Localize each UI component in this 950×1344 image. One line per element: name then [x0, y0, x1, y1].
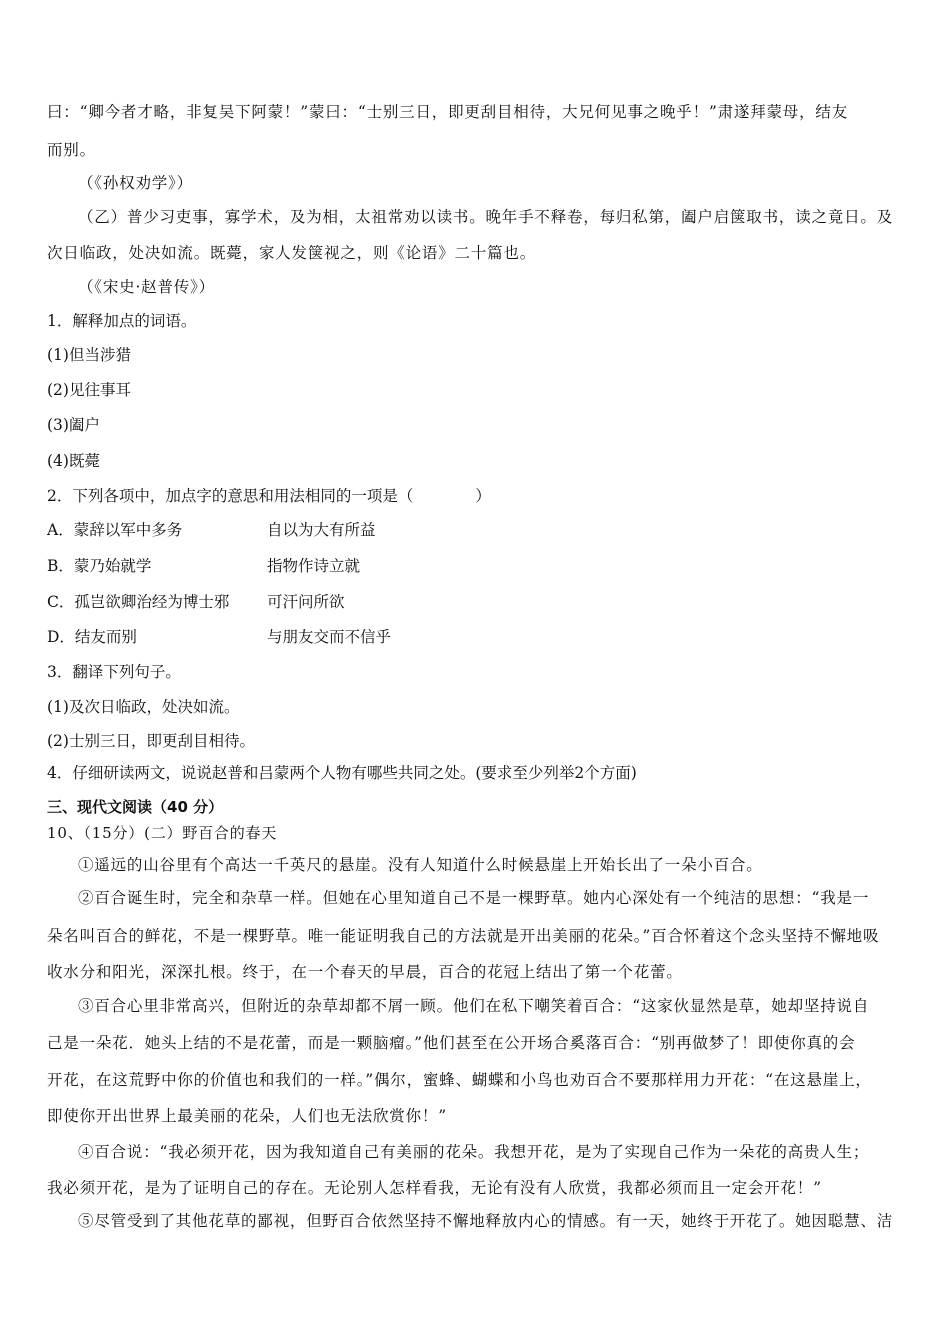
passage-yi-line-2: 次日临政，处决如流。既薨，家人发箧视之，则《论语》二十篇也。 — [47, 244, 537, 262]
paragraph-3-line-1: ③百合心里非常高兴，但附近的杂草却都不屑一顾。他们在私下嘲笑着百合：“这家伙显然是草，她却坚持说自 — [78, 997, 870, 1015]
question-3-item: (1)及次日临政，处决如流。 — [47, 698, 240, 716]
paragraph-2-line-3: 收水分和阳光，深深扎根。终于，在一个春天的早晨，百合的花冠上结出了第一个花蕾。 — [47, 963, 683, 981]
question-2-option-d-compare: 与朋友交而不信乎 — [267, 628, 392, 646]
question-2-stem: 2．下列各项中，加点字的意思和用法相同的一项是（ ） — [47, 487, 491, 505]
question-10-title: 10、（15分）(二）野百合的春天 — [47, 824, 278, 842]
question-3-stem: 3．翻译下列句子。 — [47, 663, 181, 681]
question-3-item: (2)士别三日，即更刮目相待。 — [47, 732, 255, 750]
passage-jia-line-2: 而别。 — [47, 141, 96, 159]
passage-jia-line-1: 曰：“卿今者才略，非复吴下阿蒙！”蒙曰：“士别三日，即更刮目相待，大兄何见事之晚乎！”肃遂拜蒙母，结友 — [47, 103, 848, 121]
question-1-stem: 1．解释加点的词语。 — [47, 312, 197, 330]
paragraph-3-line-2: 己是一朵花．她头上结的不是花蕾，而是一颗脑瘤。”他们甚至在公开场合奚落百合：“别再做梦了！即使你真的会 — [47, 1034, 856, 1052]
question-2-option-c: C．孤岂欲卿治经为博士邪 — [47, 593, 230, 611]
question-1-item: (3)阖户 — [47, 416, 100, 434]
question-2-option-a-compare: 自以为大有所益 — [267, 521, 376, 539]
paragraph-1: ①遥远的山谷里有个高达一千英尺的悬崖。没有人知道什么时候悬崖上开始长出了一朵小百合。 — [78, 856, 763, 874]
section-heading: 三、现代文阅读（40 分） — [47, 798, 224, 816]
paragraph-2-line-1: ②百合诞生时，完全和杂草一样。但她在心里知道自己不是一棵野草。她内心深处有一个纯洁的思想：“我是一 — [78, 889, 870, 907]
question-2-option-c-compare: 可汗问所欲 — [267, 593, 345, 611]
passage-yi-source: （《宋史·赵普传》） — [78, 278, 215, 296]
question-2-option-b: B．蒙乃始就学 — [47, 557, 152, 575]
question-1-item: (1)但当涉猎 — [47, 346, 131, 364]
question-2-option-d: D．结友而别 — [47, 628, 137, 646]
paragraph-4-line-2: 我必须开花，是为了证明自己的存在。无论别人怎样看我，无论有没有人欣赏，我都必须而且一定会开花！” — [47, 1179, 822, 1197]
question-2-option-a: A．蒙辞以军中多务 — [47, 521, 183, 539]
passage-yi-line-1: （乙）普少习吏事，寡学术，及为相，太祖常劝以读书。晚年手不释卷，每归私第，阖户启箧取书，读之竟日。及 — [78, 208, 894, 226]
question-1-item: (4)既薨 — [47, 452, 100, 470]
question-1-item: (2)见往事耳 — [47, 381, 131, 399]
paragraph-3-line-3: 开花，在这荒野中你的价值也和我们的一样。”偶尔，蜜蜂、蝴蝶和小鸟也劝百合不要那样用力开花：“在这悬崖上， — [47, 1071, 872, 1089]
paragraph-3-line-4: 即使你开出世界上最美丽的花朵，人们也无法欣赏你！” — [47, 1107, 447, 1125]
question-2-option-b-compare: 指物作诗立就 — [267, 557, 361, 575]
passage-jia-source: （《孙权劝学》） — [78, 174, 193, 192]
paragraph-4-line-1: ④百合说：“我必须开花，因为我知道自己有美丽的花朵。我想开花，是为了实现自己作为一朵花的高贵人生； — [78, 1143, 870, 1161]
paragraph-2-line-2: 朵名叫百合的鲜花，不是一棵野草。唯一能证明我自己的方法就是开出美丽的花朵。”百合怀着这个念头坚持不懈地吸 — [47, 927, 880, 945]
question-4-stem: 4．仔细研读两文，说说赵普和吕蒙两个人物有哪些共同之处。(要求至少列举2个方面) — [47, 764, 637, 782]
paragraph-5-line-1: ⑤尽管受到了其他花草的鄙视，但野百合依然坚持不懈地释放内心的情感。有一天，她终于开花了。她因聪慧、洁 — [78, 1212, 894, 1230]
